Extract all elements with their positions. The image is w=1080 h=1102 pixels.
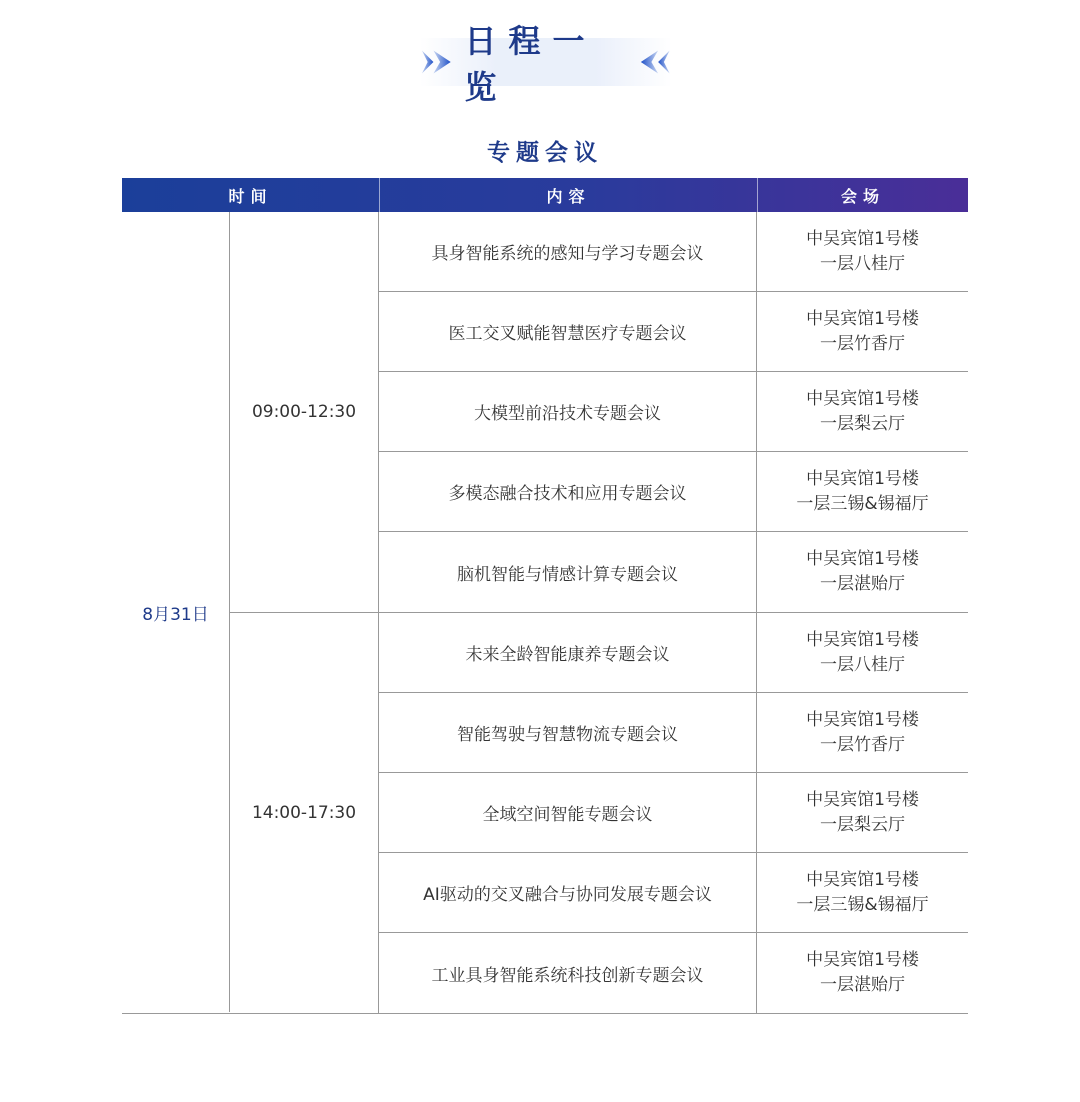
table-header [122,178,968,212]
table-row [379,613,968,693]
venue-cell [757,292,968,371]
venue-cell [757,372,968,451]
session-title: 大模型前沿技术专题会议 [379,372,757,451]
table-row [379,372,968,452]
session-title: 脑机智能与情感计算专题会议 [379,532,757,612]
session-title: 智能驾驶与智慧物流专题会议 [379,693,757,772]
session-rows [379,212,968,612]
venue-building: 中吴宾馆1号楼 [806,709,919,730]
venue-building: 中吴宾馆1号楼 [806,388,919,409]
time-block-afternoon [230,613,968,1013]
schedule-table [122,178,968,1014]
session-title: 多模态融合技术和应用专题会议 [379,452,757,531]
session-title: 未来全龄智能康养专题会议 [379,613,757,692]
table-row [379,853,968,933]
session-rows [379,613,968,1013]
venue-hall: 一层三锡&锡福厅 [796,894,929,915]
venue-building: 中吴宾馆1号楼 [806,308,919,329]
venue-cell [757,532,968,612]
table-row [379,773,968,853]
venue-cell [757,452,968,531]
session-title: 工业具身智能系统科技创新专题会议 [379,933,757,1013]
header-venue: 会场 [757,178,968,212]
venue-cell [757,773,968,852]
session-title: 医工交叉赋能智慧医疗专题会议 [379,292,757,371]
venue-building: 中吴宾馆1号楼 [806,228,919,249]
double-chevron-right-icon [420,47,455,77]
venue-hall: 一层梨云厅 [820,413,905,434]
time-block-morning [230,212,968,613]
table-row [379,693,968,773]
time-blocks [230,212,968,1013]
table-row [379,452,968,532]
venue-building: 中吴宾馆1号楼 [806,789,919,810]
page-title [420,22,672,106]
venue-cell [757,212,968,291]
venue-building: 中吴宾馆1号楼 [806,468,919,489]
venue-cell [757,933,968,1013]
venue-cell [757,693,968,772]
time-cell: 14:00-17:30 [230,613,379,1013]
venue-building: 中吴宾馆1号楼 [806,629,919,650]
venue-building: 中吴宾馆1号楼 [806,549,919,569]
table-row [379,212,968,292]
page-title-text: 日程一览 [464,22,597,106]
venue-hall: 一层梨云厅 [820,814,905,835]
date-cell: 8月31日 [122,212,230,1012]
header-time: 时间 [228,186,273,206]
venue-hall: 一层竹香厅 [820,333,905,354]
venue-hall: 一层八桂厅 [820,253,905,274]
venue-hall: 一层三锡&锡福厅 [796,493,929,514]
venue-hall: 一层竹香厅 [820,734,905,755]
session-title: AI驱动的交叉融合与协同发展专题会议 [379,853,757,932]
venue-hall: 一层湛贻厅 [820,975,905,995]
session-title: 具身智能系统的感知与学习专题会议 [379,212,757,291]
double-chevron-left-icon [637,47,672,77]
table-row [379,532,968,612]
session-title: 全域空间智能专题会议 [379,773,757,852]
venue-cell [757,613,968,692]
table-body [122,212,968,1014]
venue-cell [757,853,968,932]
time-cell: 09:00-12:30 [230,212,379,612]
venue-hall: 一层八桂厅 [820,654,905,675]
table-row [379,933,968,1013]
venue-hall: 一层湛贻厅 [820,574,905,594]
table-row [379,292,968,372]
header-content: 内容 [379,178,757,212]
venue-building: 中吴宾馆1号楼 [806,950,919,970]
section-title: 专题会议 [487,140,603,166]
venue-building: 中吴宾馆1号楼 [806,869,919,890]
